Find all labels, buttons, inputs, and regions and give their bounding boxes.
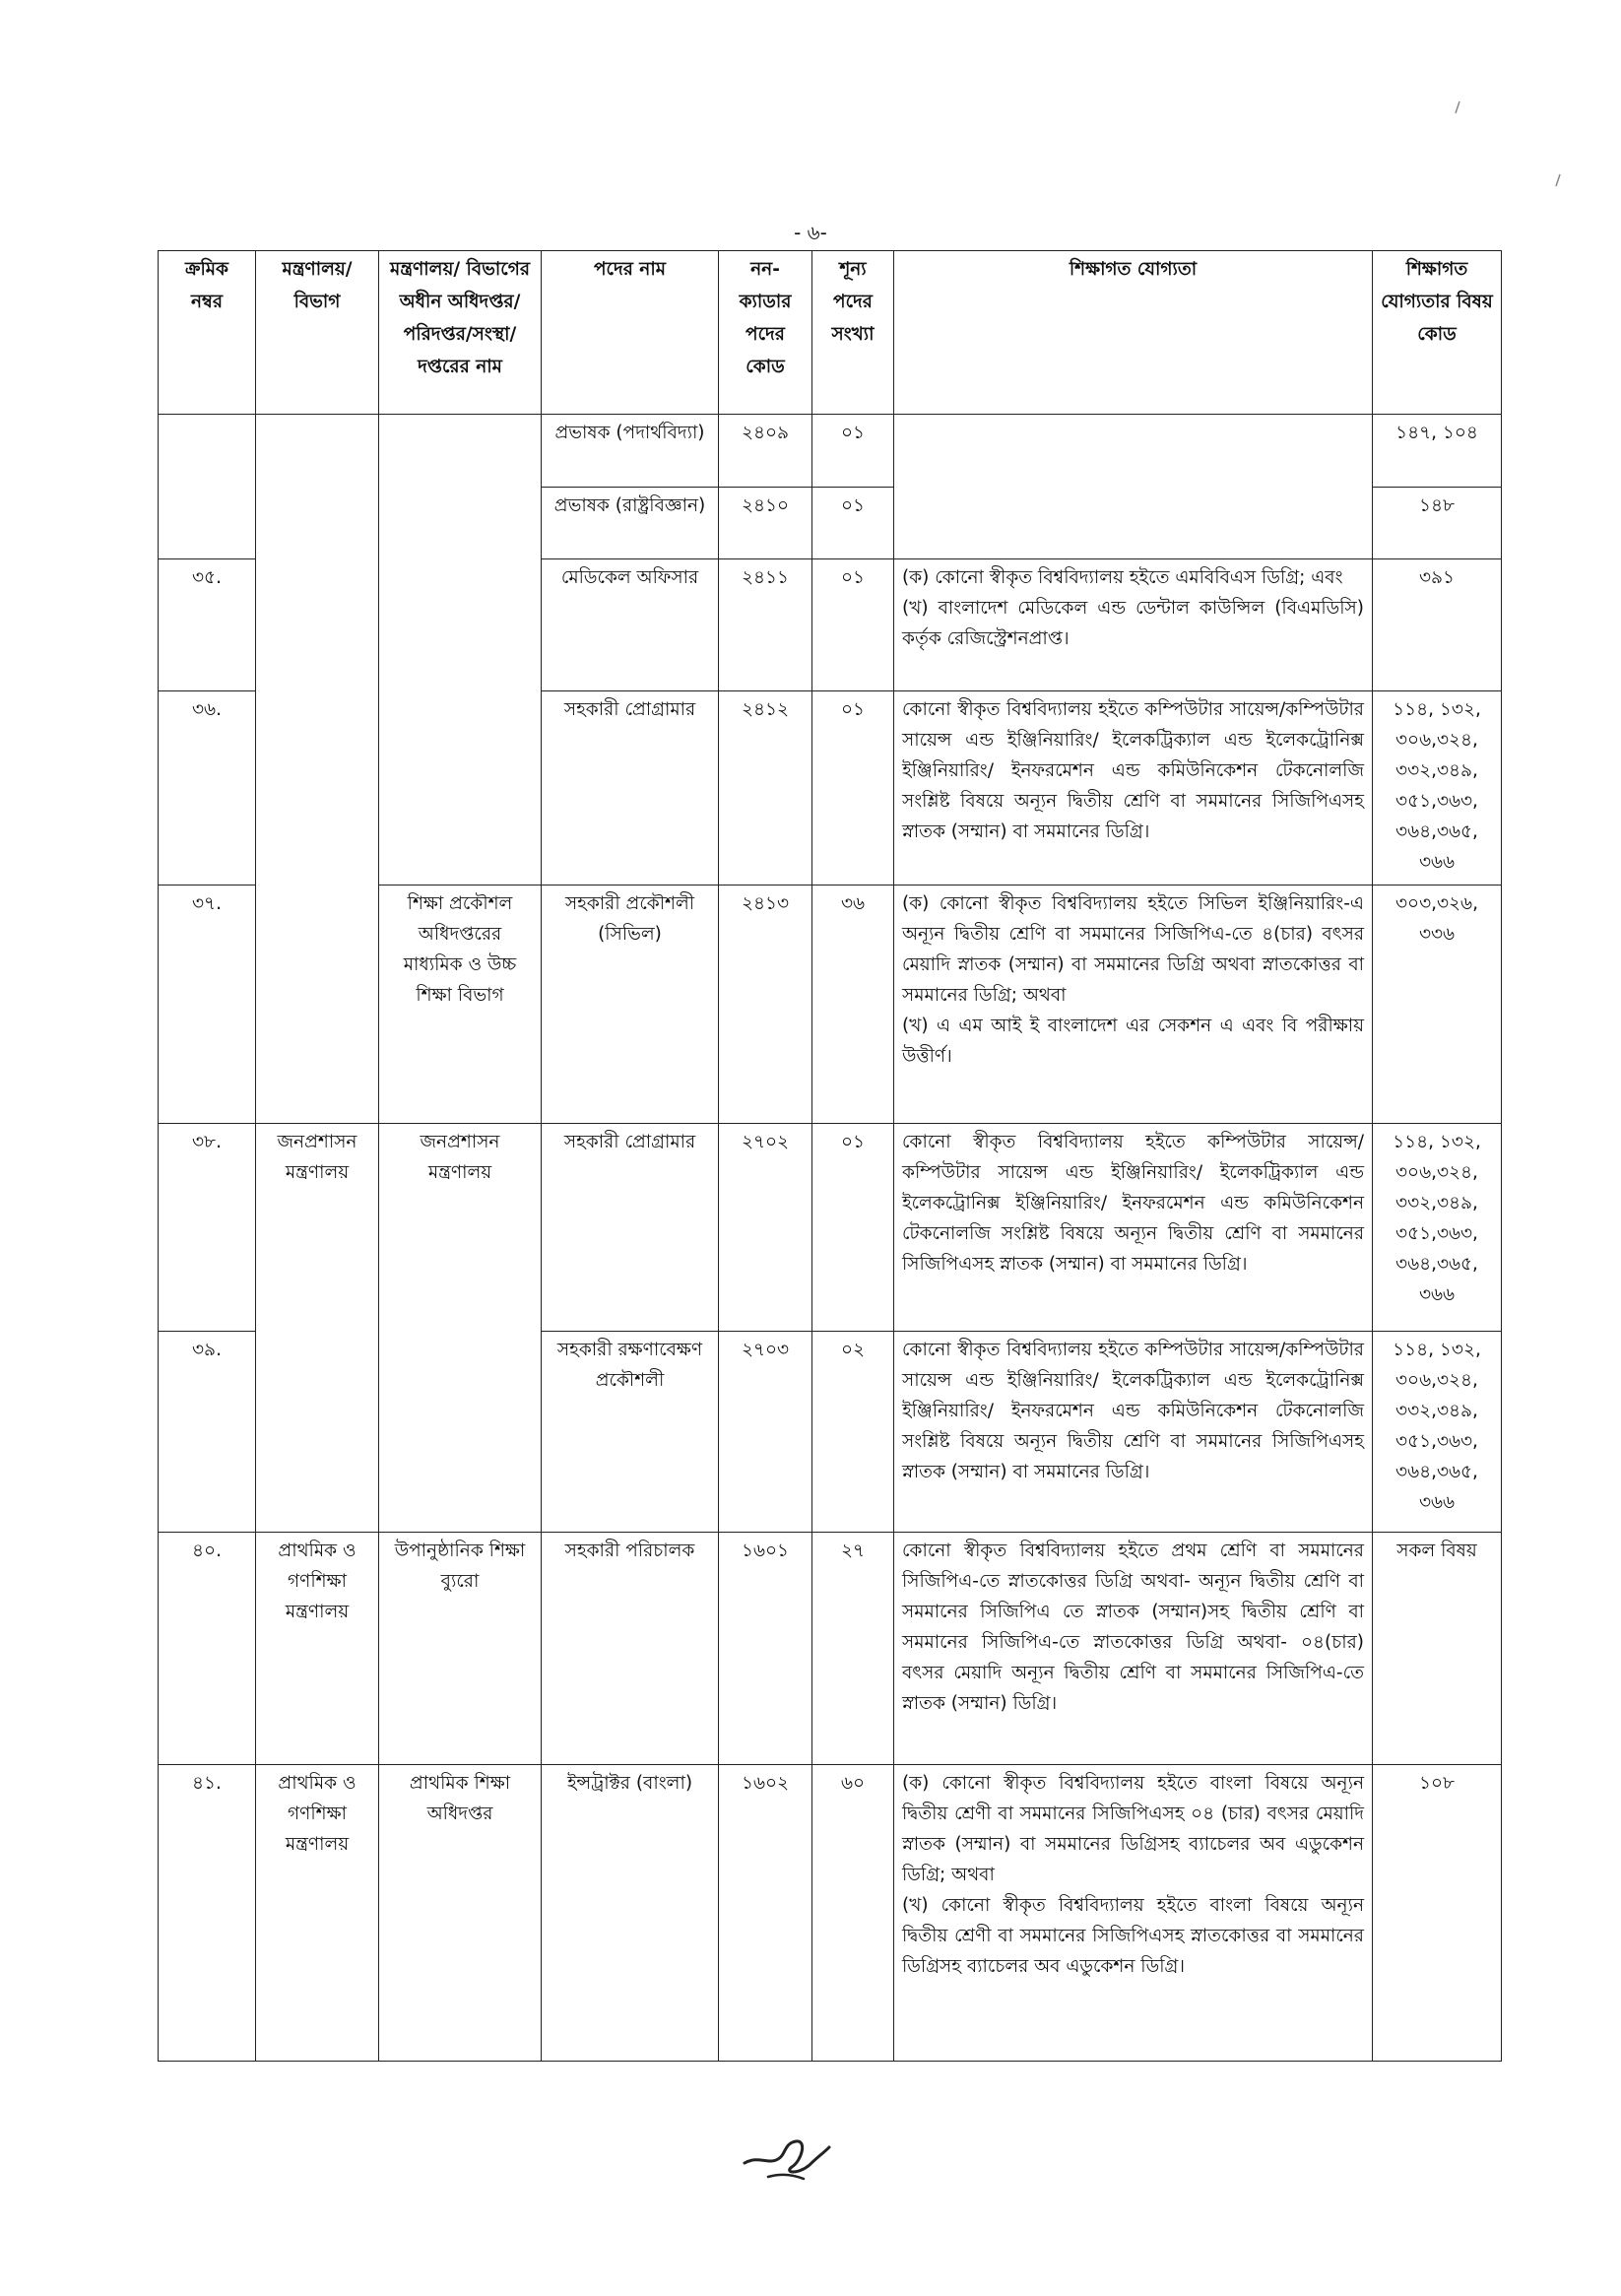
qualification-clause: (ক) কোনো স্বীকৃত বিশ্ববিদ্যালয় হইতে এমবিবিএস ডিগ্রি; এবং <box>902 567 1343 588</box>
office-cell: উপানুষ্ঠানিক শিক্ষা ব্যুরো <box>379 1533 542 1765</box>
header-ministry: মন্ত্রণালয়/ বিভাগ <box>256 251 379 415</box>
subject-code-cell: ১১৪, ১৩২, ৩০৬,৩২৪, ৩৩২,৩৪৯, ৩৫১,৩৬৩, ৩৬৪,৩৬৫, ৩৬৬ <box>1373 1124 1502 1332</box>
code-cell: ২৭০২ <box>719 1124 812 1332</box>
header-office: মন্ত্রণালয়/ বিভাগের অধীন অধিদপ্তর/ পরিদপ্তর/সংস্থা/ দপ্তরের নাম <box>379 251 542 415</box>
qualification-cell <box>894 1533 1373 1765</box>
header-code: নন- ক্যাডার পদের কোড <box>719 251 812 415</box>
table-row <box>159 1124 1502 1332</box>
qualification-clause: কোনো স্বীকৃত বিশ্ববিদ্যালয় হইতে কম্পিউটার সায়েন্স/কম্পিউটার সায়েন্স এন্ড ইঞ্জিনিয়ারিং/ ইলেকট্রিক্যাল এন্ড ইলেকট্রোনিক্স ইঞ্জিনিয়ারিং/ ইনফরমেশন এন্ড কমিউনিকেশন টেকনোলজি সংশ্লিষ্ট বিষয়ে অন্যূন দ্বিতীয় শ্রেণি বা সমমানের সিজিপিএসহ স্নাতক (সম্মান) বা সমমানের ডিগ্রি। <box>902 1340 1364 1482</box>
post-cell: সহকারী পরিচালক <box>542 1533 719 1765</box>
vacancy-cell: ২৭ <box>812 1533 894 1765</box>
vacancy-cell: ০২ <box>812 1332 894 1533</box>
ministry-cell <box>256 415 379 1124</box>
office-cell: শিক্ষা প্রকৌশল অধিদপ্তরের মাধ্যমিক ও উচ্চ শিক্ষা বিভাগ <box>379 886 542 1124</box>
qualification-cell <box>894 886 1373 1124</box>
code-cell: ২৪০৯ <box>719 415 812 488</box>
vacancy-table <box>158 250 1502 2062</box>
ministry-cell: প্রাথমিক ও গণশিক্ষা মন্ত্রণালয় <box>256 1765 379 2062</box>
code-cell: ২৪১২ <box>719 691 812 886</box>
qualification-clause: (ক) কোনো স্বীকৃত বিশ্ববিদ্যালয় হইতে বাংলা বিষয়ে অন্যূন দ্বিতীয় শ্রেণী বা সমমানের সিজিপিএসহ ০৪ (চার) বৎসর মেয়াদি স্নাতক (সম্মান) বা সমমানের ডিগ্রিসহ ব্যাচেলর অব এডুকেশন ডিগ্রি; অথবা <box>902 1773 1364 1885</box>
scan-mark <box>1554 173 1562 187</box>
post-cell: প্রভাষক (রাষ্ট্রবিজ্ঞান) <box>542 488 719 559</box>
serial-cell: ৩৯. <box>159 1332 256 1533</box>
post-cell: সহকারী প্রোগ্রামার <box>542 691 719 886</box>
scan-mark <box>1454 100 1461 114</box>
qualification-clause: (ক) কোনো স্বীকৃত বিশ্ববিদ্যালয় হইতে সিভিল ইঞ্জিনিয়ারিং-এ অন্যূন দ্বিতীয় শ্রেণি বা সমমানের সিজিপিএ-তে ৪(চার) বৎসর মেয়াদি স্নাতক (সম্মান) বা সমমানের ডিগ্রি অথবা স্নাতকোত্তর বা সমমানের ডিগ্রি; অথবা <box>902 893 1364 1006</box>
qualification-cell <box>894 691 1373 886</box>
code-cell: ২৭০৩ <box>719 1332 812 1533</box>
header-qualification: শিক্ষাগত যোগ্যতা <box>894 251 1373 415</box>
subject-code-cell: ১১৪, ১৩২, ৩০৬,৩২৪, ৩৩২,৩৪৯, ৩৫১,৩৬৩, ৩৬৪,৩৬৫, ৩৬৬ <box>1373 691 1502 886</box>
qualification-clause: (খ) এ এম আই ই বাংলাদেশ এর সেকশন এ এবং বি পরীক্ষায় উত্তীর্ণ। <box>902 1016 1364 1067</box>
serial-cell <box>159 415 256 559</box>
subject-code-cell: ১১৪, ১৩২, ৩০৬,৩২৪, ৩৩২,৩৪৯, ৩৫১,৩৬৩, ৩৬৪,৩৬৫, ৩৬৬ <box>1373 1332 1502 1533</box>
header-serial: ক্রমিক নম্বর <box>159 251 256 415</box>
code-cell: ২৪১০ <box>719 488 812 559</box>
office-cell <box>379 415 542 886</box>
post-cell: সহকারী প্রকৌশলী (সিভিল) <box>542 886 719 1124</box>
vacancy-cell: ৩৬ <box>812 886 894 1124</box>
post-cell: সহকারী রক্ষণাবেক্ষণ প্রকৌশলী <box>542 1332 719 1533</box>
qualification-clause: কোনো স্বীকৃত বিশ্ববিদ্যালয় হইতে প্রথম শ্রেণি বা সমমানের সিজিপিএ-তে স্নাতকোত্তর ডিগ্রি অথবা- অন্যূন দ্বিতীয় শ্রেণি বা সমমানের সিজিপিএ তে স্নাতক (সম্মান)সহ দ্বিতীয় শ্রেণি বা সমমানের সিজিপিএ-তে স্নাতকোত্তর ডিগ্রি অথবা- ০৪(চার) বৎসর মেয়াদি অন্যূন দ্বিতীয় শ্রেণি বা সমমানের সিজিপিএ-তে স্নাতক (সম্মান) ডিগ্রি। <box>902 1541 1364 1714</box>
table-row <box>159 1533 1502 1765</box>
qualification-cell <box>894 1765 1373 2062</box>
office-cell: প্রাথমিক শিক্ষা অধিদপ্তর <box>379 1765 542 2062</box>
qualification-cell <box>894 1124 1373 1332</box>
vacancy-cell: ০১ <box>812 559 894 691</box>
post-cell: সহকারী প্রোগ্রামার <box>542 1124 719 1332</box>
code-cell: ১৬০১ <box>719 1533 812 1765</box>
signature-mark <box>739 2126 847 2185</box>
subject-code-cell: ৩০৩,৩২৬, ৩৩৬ <box>1373 886 1502 1124</box>
qualification-cell <box>894 415 1373 559</box>
code-cell: ১৬০২ <box>719 1765 812 2062</box>
vacancy-cell: ০১ <box>812 1124 894 1332</box>
subject-code-cell: ১০৮ <box>1373 1765 1502 2062</box>
qualification-clause: (খ) বাংলাদেশ মেডিকেল এন্ড ডেন্টাল কাউন্সিল (বিএমডিসি) কর্তৃক রেজিস্ট্রেশনপ্রাপ্ত। <box>902 598 1364 649</box>
table-row <box>159 415 1502 488</box>
code-cell: ২৪১৩ <box>719 886 812 1124</box>
vacancy-cell: ০১ <box>812 488 894 559</box>
qualification-clause: কোনো স্বীকৃত বিশ্ববিদ্যালয় হইতে কম্পিউটার সায়েন্স/ কম্পিউটার সায়েন্স এন্ড ইঞ্জিনিয়ারিং/ ইলেকট্রিক্যাল এন্ড ইলেকট্রোনিক্স ইঞ্জিনিয়ারিং/ ইনফরমেশন এন্ড কমিউনিকেশন টেকনোলজি সংশ্লিষ্ট বিষয়ে অন্যূন দ্বিতীয় শ্রেণি বা সমমানের সিজিপিএসহ স্নাতক (সম্মান) বা সমমানের ডিগ্রি। <box>902 1132 1364 1275</box>
serial-cell: ৩৭. <box>159 886 256 1124</box>
table-row <box>159 1765 1502 2062</box>
header-subject-code: শিক্ষাগত যোগ্যতার বিষয় কোড <box>1373 251 1502 415</box>
qualification-cell <box>894 559 1373 691</box>
qualification-cell <box>894 1332 1373 1533</box>
subject-code-cell: সকল বিষয় <box>1373 1533 1502 1765</box>
header-post: পদের নাম <box>542 251 719 415</box>
code-cell: ২৪১১ <box>719 559 812 691</box>
page-number: - ৬- <box>794 221 827 244</box>
post-cell: প্রভাষক (পদার্থবিদ্যা) <box>542 415 719 488</box>
post-cell: মেডিকেল অফিসার <box>542 559 719 691</box>
vacancy-cell: ০১ <box>812 691 894 886</box>
subject-code-cell: ৩৯১ <box>1373 559 1502 691</box>
subject-code-cell: ১৪৭, ১০৪ <box>1373 415 1502 488</box>
serial-cell: ৩৮. <box>159 1124 256 1332</box>
serial-cell: ৩৬. <box>159 691 256 886</box>
vacancy-cell: ৬০ <box>812 1765 894 2062</box>
serial-cell: ৪০. <box>159 1533 256 1765</box>
serial-cell: ৪১. <box>159 1765 256 2062</box>
post-cell: ইন্সট্রাক্টর (বাংলা) <box>542 1765 719 2062</box>
serial-cell: ৩৫. <box>159 559 256 691</box>
qualification-clause: (খ) কোনো স্বীকৃত বিশ্ববিদ্যালয় হইতে বাংলা বিষয়ে অন্যূন দ্বিতীয় শ্রেণী বা সমমানের সিজিপিএসহ স্নাতকোত্তর বা সমমানের ডিগ্রিসহ ব্যাচেলর অব এডুকেশন ডিগ্রি। <box>902 1895 1364 1977</box>
vacancy-cell: ০১ <box>812 415 894 488</box>
table-header <box>159 251 1502 415</box>
office-cell: জনপ্রশাসন মন্ত্রণালয় <box>379 1124 542 1533</box>
header-vacancy: শূন্য পদের সংখ্যা <box>812 251 894 415</box>
subject-code-cell: ১৪৮ <box>1373 488 1502 559</box>
ministry-cell: প্রাথমিক ও গণশিক্ষা মন্ত্রণালয় <box>256 1533 379 1765</box>
ministry-cell: জনপ্রশাসন মন্ত্রণালয় <box>256 1124 379 1533</box>
qualification-clause: কোনো স্বীকৃত বিশ্ববিদ্যালয় হইতে কম্পিউটার সায়েন্স/কম্পিউটার সায়েন্স এন্ড ইঞ্জিনিয়ারিং/ ইলেকট্রিক্যাল এন্ড ইলেকট্রোনিক্স ইঞ্জিনিয়ারিং/ ইনফরমেশন এন্ড কমিউনিকেশন টেকনোলজি সংশ্লিষ্ট বিষয়ে অন্যূন দ্বিতীয় শ্রেণি বা সমমানের সিজিপিএসহ স্নাতক (সম্মান) বা সমমানের ডিগ্রি। <box>902 699 1364 842</box>
